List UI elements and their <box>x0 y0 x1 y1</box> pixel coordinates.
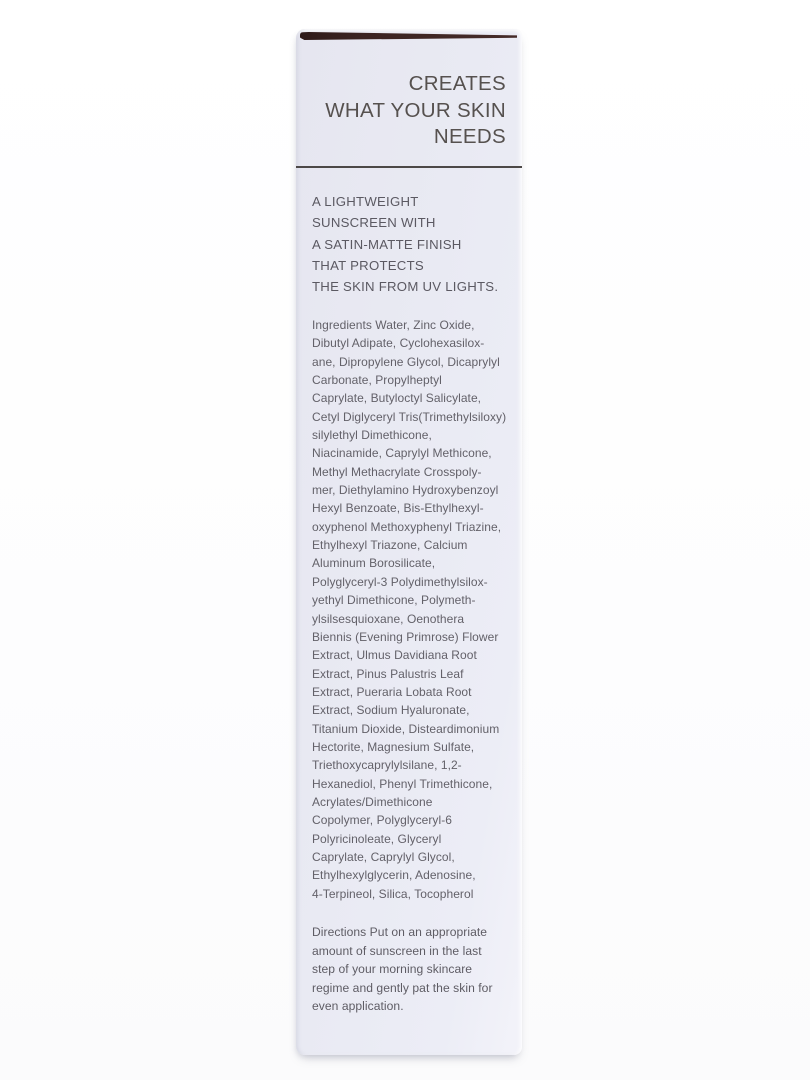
text-line: even application. <box>312 999 404 1013</box>
text-line: Ingredients Water, Zinc Oxide, <box>312 318 475 332</box>
text-line: Aluminum Borosilicate, <box>312 556 436 571</box>
text-line: Methyl Methacrylate Crosspoly- <box>312 464 482 479</box>
text-line: Ethylhexyl Triazone, Calcium <box>312 538 468 553</box>
text-line: A LIGHTWEIGHT <box>312 194 419 209</box>
text-line: Copolymer, Polyglyceryl-6 <box>312 813 452 828</box>
text-line: Extract, Pueraria Lobata Root <box>312 684 472 699</box>
text-line: Biennis (Evening Primrose) Flower <box>312 629 499 644</box>
text-line: THAT PROTECTS <box>312 257 424 273</box>
text-line: step of your morning skincare <box>312 962 473 976</box>
text-line: oxyphenol Methoxyphenyl Triazine, <box>312 519 502 534</box>
text-line: 4-Terpineol, Silica, Tocopherol <box>312 886 474 901</box>
text-line: Caprylate, Caprylyl Glycol, <box>312 849 455 864</box>
text-line: WHAT YOUR SKIN <box>325 98 506 122</box>
text-line: Carbonate, Propylheptyl <box>312 373 442 388</box>
text-line: ane, Dipropylene Glycol, Dicaprylyl <box>312 354 500 369</box>
sunscreen-box-panel <box>296 29 522 1055</box>
text-line: Ethylhexylglycerin, Adenosine, <box>312 868 476 883</box>
text-line: Hexanediol, Phenyl Trimethicone, <box>312 776 493 791</box>
text-line: ylsilsesquioxane, Oenothera <box>312 611 465 626</box>
text-line: Hexyl Benzoate, Bis-Ethylhexyl- <box>312 501 484 516</box>
text-line: Cetyl Diglyceryl Tris(Trimethylsiloxy) <box>312 409 507 424</box>
directions-text <box>312 923 516 1016</box>
text-line: Acrylates/Dimethicone <box>312 794 433 809</box>
ingredients-text <box>312 316 518 903</box>
text-line: Triethoxycaprylylsilane, 1,2- <box>312 758 462 773</box>
text-line: amount of sunscreen in the last <box>312 943 482 958</box>
text-line: THE SKIN FROM UV LIGHTS. <box>312 279 499 295</box>
text-line: Extract, Pinus Palustris Leaf <box>312 666 464 681</box>
text-line: Extract, Sodium Hyaluronate, <box>312 703 470 718</box>
headline <box>306 71 506 151</box>
text-line: Polyricinoleate, Glyceryl <box>312 831 442 846</box>
text-line: SUNSCREEN WITH <box>312 215 436 231</box>
text-line: regime and gently pat the skin for <box>312 980 493 995</box>
text-line: Caprylate, Butyloctyl Salicylate, <box>312 391 482 406</box>
text-line: CREATES <box>408 72 506 95</box>
text-line: Extract, Ulmus Davidiana Root <box>312 648 477 663</box>
text-line: NEEDS <box>433 125 506 149</box>
text-line: Polyglyceryl-3 Polydimethylsilox- <box>312 574 488 589</box>
text-line: yethyl Dimethicone, Polymeth- <box>312 593 476 608</box>
text-line: mer, Diethylamino Hydroxybenzoyl <box>312 483 499 498</box>
text-line: silylethyl Dimethicone, <box>312 428 432 443</box>
text-line: Titanium Dioxide, Disteardimonium <box>312 721 500 736</box>
text-line: Directions Put on an appropriate <box>312 925 488 939</box>
box-top-flap-gap <box>300 32 517 40</box>
product-description <box>312 191 516 297</box>
text-line: Hectorite, Magnesium Sulfate, <box>312 739 475 754</box>
text-line: Niacinamide, Caprylyl Methicone, <box>312 446 492 461</box>
text-line: Dibutyl Adipate, Cyclohexasilox- <box>312 336 485 351</box>
text-line: A SATIN-MATTE FINISH <box>312 236 462 252</box>
divider-line <box>296 166 522 168</box>
